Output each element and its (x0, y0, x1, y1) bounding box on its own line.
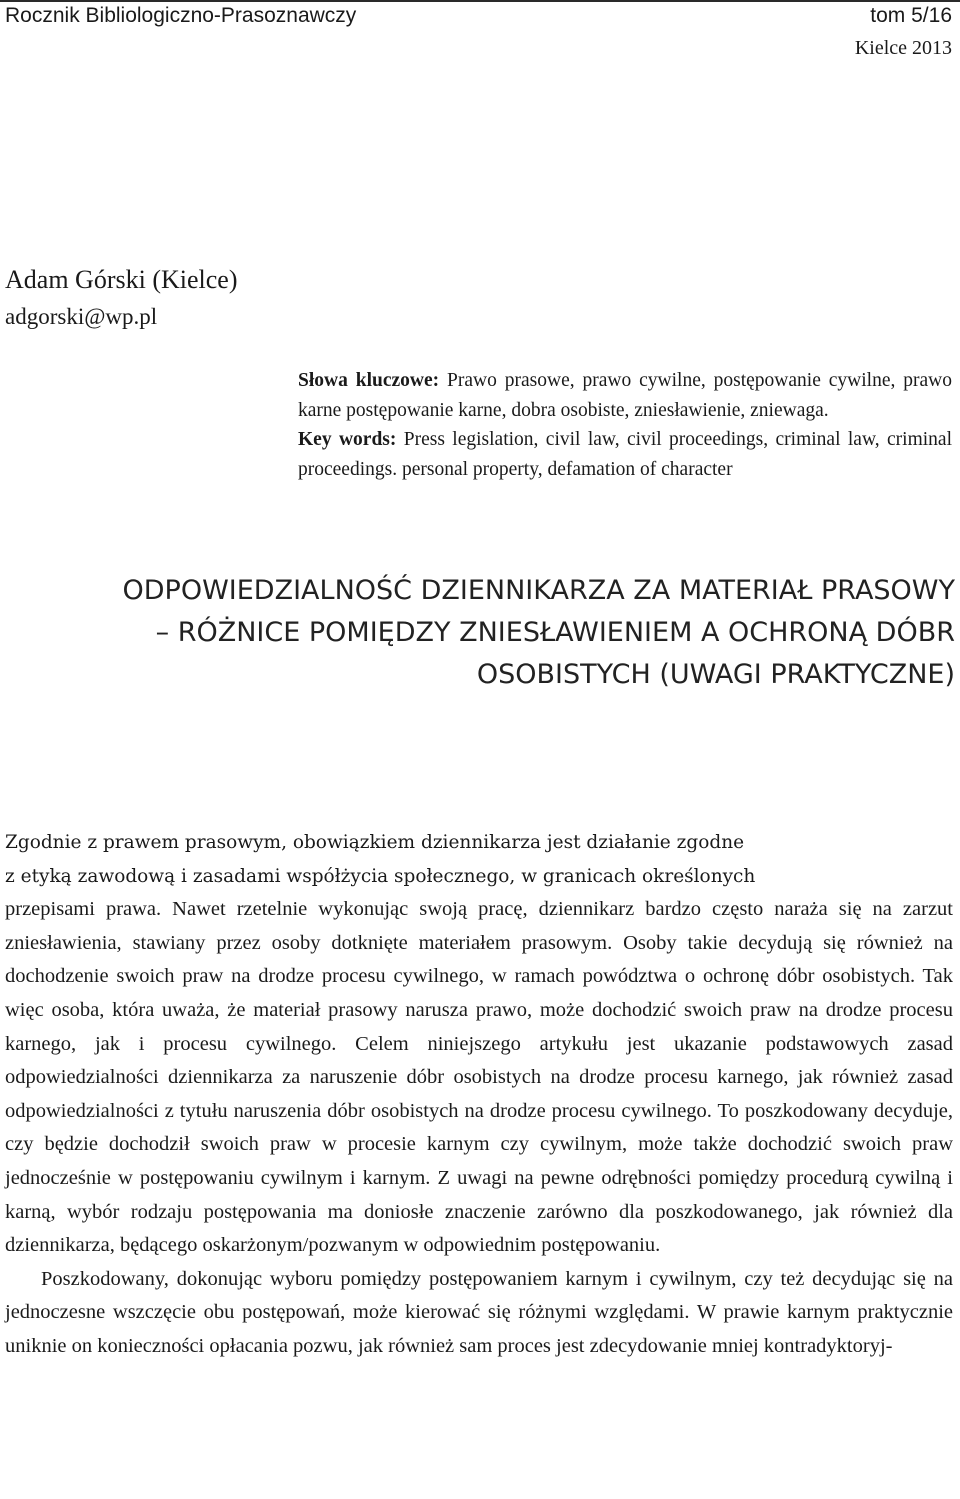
body-paragraph-1-line-2: z etyką zawodową i zasadami współżycia społecznego, w granicach określonych (5, 865, 756, 887)
article-title-line-2: – RÓŻNICE POMIĘDZY ZNIESŁAWIENIEM A OCHRONĄ DÓBR (155, 617, 955, 648)
body-paragraph-2: Poszkodowany, dokonując wyboru pomiędzy postępowaniem karnym i cywilnym, czy też decydując się na jednoczesne wszczęcie obu postępowań, może kierować się różnymi względami. W prawie karnym praktycznie uniknie on konieczności opłacania pozwu, jak również sam proces jest zdecydowanie mniej kontradyktoryj- (5, 1267, 953, 1357)
article-body (5, 826, 953, 1364)
volume-number: tom 5/16 (870, 4, 952, 27)
place-year: Kielce 2013 (854, 37, 952, 59)
article-title (60, 570, 955, 696)
author-name: Adam Górski (Kielce) (5, 265, 238, 294)
article-title-line-1: ODPOWIEDZIALNOŚĆ DZIENNIKARZA ZA MATERIAŁ PRASOWY (122, 575, 955, 606)
author-email: adgorski@wp.pl (5, 304, 158, 329)
body-paragraph-1-line-1: Zgodnie z prawem prasowym, obowiązkiem dziennikarza jest działanie zgodne (5, 832, 745, 853)
keywords-english-label: Key words: (298, 429, 397, 450)
keywords-polish-text: Prawo prasowe, prawo cywilne, postępowanie cywilne, prawo karne postępowanie karne, dobra osobiste, zniesławienie, zniewaga. (298, 370, 952, 421)
journal-title: Rocznik Bibliologiczno-Prasoznawczy (5, 4, 357, 27)
keywords-polish-label: Słowa kluczowe: (298, 370, 440, 391)
keywords-polish (298, 366, 952, 425)
body-paragraph-1-continued: przepisami prawa. Nawet rzetelnie wykonując swoją pracę, dziennikarz bardzo często naraża się na zarzut zniesławienia, stawiany przez osoby dotknięte materiałem prasowym. Osoby takie decydują się również na dochodzenie swoich praw na drodze procesu cywilnego, w ramach powództwa o ochronę dóbr osobistych. Tak więc osoba, która uważa, że materiał prasowy narusza prawo, może dochodzić swoich praw na drodze procesu karnego, jak i procesu cywilnego. Celem niniejszego artykułu jest ukazanie podstawowych zasad odpowiedzialności dziennikarza za naruszenie dóbr osobistych na drodze procesu karnego, jak również zasad odpowiedzialności z tytułu naruszenia dóbr osobistych na drodze procesu cywilnego. To poszkodowany decyduje, czy będzie dochodził swoich praw w procesie karnym czy cywilnym, może także dochodzić swoich praw jednocześnie w postępowaniu cywilnym i karnym. Z uwagi na pewne odrębności pomiędzy procedurą cywilną i karną, wybór rodzaju postępowania ma doniosłe znaczenie zarówno dla poszkodowanego, jak również dla dziennikarza, będącego oskarżonym/pozwanym w odpowiednim postępowaniu. (5, 898, 953, 1257)
keywords-english-text: Press legislation, civil law, civil proceedings, criminal law, criminal proceedings. personal property, defamation of character (298, 429, 952, 480)
keywords-english (298, 425, 952, 484)
article-title-line-3: OSOBISTYCH (UWAGI PRAKTYCZNE) (476, 659, 955, 690)
keywords-block (298, 366, 952, 484)
header-rule (0, 0, 960, 2)
body-paragraph-1 (5, 826, 953, 893)
